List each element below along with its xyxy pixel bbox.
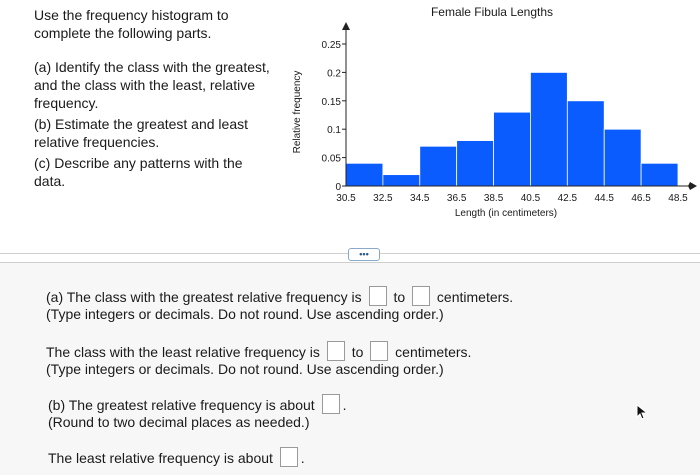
y-tick-label: 0.2 [327,68,341,80]
part-a-line: and the class with the least, relative [34,77,256,93]
y-axis-arrow-icon [342,22,350,30]
x-tick-label: 40.5 [520,193,541,204]
intro-line: Use the frequency histogram to [34,7,229,23]
a-greatest-question [46,286,513,306]
a-least-hint: (Type integers or decimals. Do not round. Use ascending order.) [46,361,444,377]
a-least-lower-input[interactable] [327,341,345,361]
part-b-text [34,115,284,151]
b-greatest-question [48,394,346,414]
chart-title: Female Fibula Lengths [430,5,554,19]
part-c-line: data. [34,173,66,189]
a-least-text: The class with the least relative frequency is [46,344,320,360]
histogram-bar [604,129,641,186]
x-axis-label: Length (in centimeters) [454,208,558,219]
part-a-line: (a) Identify the class with the greatest, [34,59,270,75]
a-greatest-lower-input[interactable] [369,286,387,306]
period-text: . [342,397,347,413]
x-tick-label: 38.5 [483,193,504,204]
part-a-line: frequency. [34,95,99,111]
histogram-bar [641,163,678,186]
part-a-text [34,58,284,112]
x-tick-label: 44.5 [594,193,614,204]
y-tick-label: 0 [335,182,341,193]
period-text: . [300,450,305,466]
histogram-bar [530,72,567,186]
part-c-text [34,154,284,190]
a-greatest-hint: (Type integers or decimals. Do not round. Use ascending order.) [46,306,444,322]
part-b-line: relative frequencies. [34,134,160,150]
a-greatest-text: (a) The class with the greatest relative frequency is [46,289,362,305]
b-least-question [48,447,305,467]
part-c-line: (c) Describe any patterns with the [34,155,243,171]
to-text: to [351,344,364,360]
histogram-chart [280,0,700,230]
x-ticks-group [336,193,688,204]
mouse-cursor-icon [636,404,650,420]
b-least-text: The least relative frequency is about [48,450,273,466]
x-tick-label: 48.5 [668,193,688,204]
b-least-input[interactable] [280,447,298,467]
x-tick-label: 36.5 [446,193,467,204]
x-tick-label: 32.5 [373,193,393,204]
x-axis-arrow-icon [688,182,697,190]
instructions [34,6,284,193]
b-greatest-input[interactable] [322,394,340,414]
more-button[interactable]: ••• [348,248,380,261]
histogram-bar [420,146,457,186]
a-greatest-upper-input[interactable] [412,286,430,306]
units-text: centimeters. [436,289,514,305]
bars-group [346,72,678,186]
x-tick-label: 34.5 [410,193,430,204]
a-least-question [46,341,471,361]
a-least-upper-input[interactable] [370,341,388,361]
y-tick-label: 0.15 [321,96,341,108]
histogram-bar [494,112,531,186]
x-tick-label: 30.5 [336,193,356,204]
part-b-line: (b) Estimate the greatest and least [34,116,248,132]
b-greatest-text: (b) The greatest relative frequency is about [48,397,315,413]
y-tick-label: 0.1 [327,125,341,137]
b-greatest-hint: (Round to two decimal places as needed.) [48,414,310,430]
histogram-bar [567,101,604,186]
histogram-bar [457,141,494,186]
y-tick-label: 0.25 [321,40,341,51]
x-tick-label: 46.5 [631,193,651,204]
histogram-bar [383,175,420,186]
y-axis-label: Relative frequency [292,70,303,154]
units-text: centimeters. [395,344,472,360]
y-tick-label: 0.05 [321,153,341,165]
histogram-bar [346,163,383,186]
to-text: to [393,289,406,305]
y-ticks-group [322,40,346,193]
x-tick-label: 42.5 [557,193,578,204]
instructions-intro [34,6,284,42]
intro-line: complete the following parts. [34,25,212,41]
